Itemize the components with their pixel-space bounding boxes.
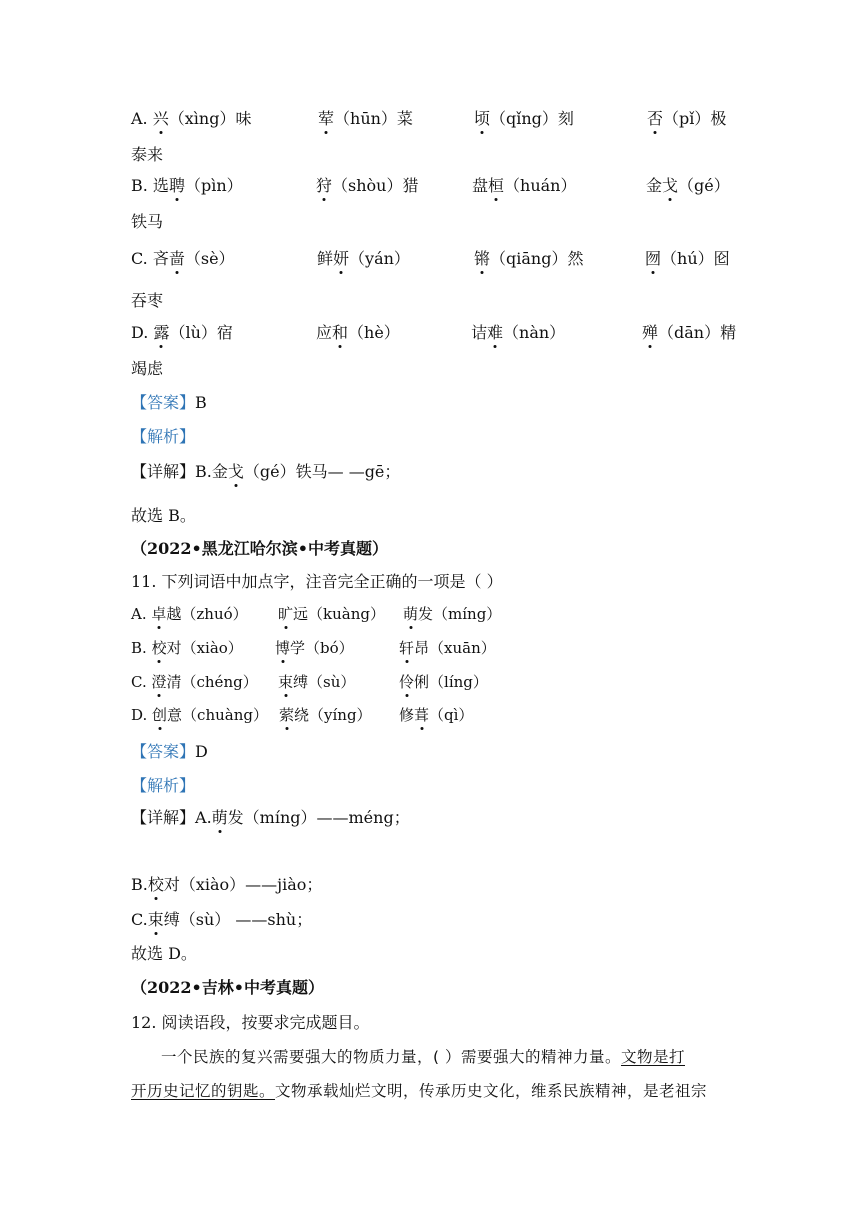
dotted-char: 戈 xyxy=(227,462,244,481)
dotted-char: 葺 xyxy=(414,706,430,724)
detail-text: 发（míng）——méng； xyxy=(227,808,410,827)
q10-option-c-continued: 吞枣 xyxy=(131,291,164,310)
q11-analysis-label: 【解析】 xyxy=(131,776,196,795)
dotted-char: 难 xyxy=(487,323,504,342)
option-text: 鲜 xyxy=(317,249,334,268)
passage-text: 一个民族的复兴需要强大的物质力量，( ）需要强大的精神力量。 xyxy=(161,1048,621,1066)
option-text: 清（chéng） xyxy=(166,673,258,691)
dotted-char: 萦 xyxy=(279,706,295,724)
option-text: （hūn）菜 xyxy=(334,109,413,128)
option-text: （qiāng）然 xyxy=(490,249,584,268)
option-text: （dān）精 xyxy=(658,323,737,342)
q12-passage-line-1 xyxy=(161,1046,685,1068)
option-text: 诘 xyxy=(471,323,488,342)
option-text: （pǐ）极 xyxy=(663,109,727,128)
option-text: （pìn） xyxy=(184,176,243,195)
dotted-char: 轩 xyxy=(399,639,415,657)
q12-passage-line-2 xyxy=(131,1080,707,1102)
option-letter: D. xyxy=(131,706,153,724)
dotted-char: 校 xyxy=(147,875,164,894)
option-text: 盘 xyxy=(472,176,489,195)
q11-detail-b xyxy=(131,874,322,896)
answer-label: 【答案】 xyxy=(131,742,196,761)
option-text: 远（kuàng） xyxy=(293,605,385,623)
option-text: 对（xiào） xyxy=(166,639,243,657)
q11-conclusion: 故选 D。 xyxy=(131,944,197,963)
underlined-passage-text: 文物是打 xyxy=(620,1048,685,1066)
detail-text: 对（xiào）——jiào； xyxy=(163,875,323,894)
q10-conclusion: 故选 B。 xyxy=(131,506,196,525)
dotted-char: 束 xyxy=(147,910,164,929)
option-text: 昂（xuān） xyxy=(414,639,496,657)
dotted-char: 否 xyxy=(647,109,664,128)
answer-value: D xyxy=(195,742,208,761)
dotted-char: 兴 xyxy=(152,109,169,128)
detail-text: B.金 xyxy=(195,462,228,481)
dotted-char: 荤 xyxy=(318,109,335,128)
option-text: 缚（sù） xyxy=(293,673,356,691)
option-text: 俐（líng） xyxy=(414,673,488,691)
dotted-char: 束 xyxy=(278,673,294,691)
dotted-char: 露 xyxy=(153,323,170,342)
dotted-char: 戈 xyxy=(662,176,679,195)
q10-option-d-continued: 竭虑 xyxy=(131,359,164,378)
q12-question: 12. 阅读语段，按要求完成题目。 xyxy=(131,1013,370,1032)
q10-option-a-continued: 泰来 xyxy=(131,145,164,164)
option-text: （shòu）猎 xyxy=(332,176,419,195)
dotted-char: 锵 xyxy=(474,249,491,268)
option-text: （nàn） xyxy=(503,323,566,342)
option-text: （huán） xyxy=(504,176,577,195)
option-letter: C. xyxy=(131,673,152,691)
dotted-char: 博 xyxy=(275,639,291,657)
option-letter: D. xyxy=(131,323,154,342)
q10-analysis-label: 【解析】 xyxy=(131,427,196,446)
dotted-char: 校 xyxy=(151,639,167,657)
passage-text: 文物承载灿烂文明，传承历史文化，维系民族精神，是老祖宗 xyxy=(275,1082,708,1100)
detail-label: 【详解】 xyxy=(131,808,196,827)
option-text: （hú）囵 xyxy=(661,249,730,268)
option-text: 金 xyxy=(646,176,663,195)
option-text: （qì） xyxy=(429,706,474,724)
q10-option-b-continued: 铁马 xyxy=(131,212,164,231)
option-text: 意（chuàng） xyxy=(167,706,268,724)
detail-text: （gé）铁马— —gē； xyxy=(243,462,401,481)
detail-text: 缚（sù） ——shù； xyxy=(163,910,313,929)
dotted-char: 卓 xyxy=(151,605,167,623)
answer-value: B xyxy=(195,393,207,412)
dotted-char: 澄 xyxy=(151,673,167,691)
option-text: 绕（yíng） xyxy=(294,706,372,724)
q11-question: 11. 下列词语中加点字，注音完全正确的一项是（ ） xyxy=(131,572,503,591)
option-text: （qǐng）刻 xyxy=(490,109,574,128)
option-letter: A. xyxy=(131,605,152,623)
dotted-char: 创 xyxy=(152,706,168,724)
q10-answer xyxy=(131,392,207,414)
detail-text: B. xyxy=(131,875,148,894)
q11-detail-c xyxy=(131,909,312,931)
dotted-char: 桓 xyxy=(488,176,505,195)
dotted-char: 啬 xyxy=(168,249,185,268)
dotted-char: 萌 xyxy=(403,605,419,623)
dotted-char: 殚 xyxy=(642,323,659,342)
dotted-char: 聘 xyxy=(168,176,185,195)
underlined-passage-text: 开历史记忆的钥匙。 xyxy=(131,1082,276,1100)
answer-label: 【答案】 xyxy=(131,393,196,412)
option-text: （yán） xyxy=(349,249,410,268)
option-text: 发（míng） xyxy=(418,605,502,623)
q11-answer xyxy=(131,741,208,763)
dotted-char: 萌 xyxy=(211,808,228,827)
dotted-char: 妍 xyxy=(333,249,350,268)
q12-source: （2022•吉林•中考真题） xyxy=(131,978,324,997)
option-text: （gé） xyxy=(678,176,730,195)
option-letter: B. xyxy=(131,639,152,657)
option-letter: A. xyxy=(131,109,153,128)
q11-detail-a xyxy=(131,807,410,829)
option-text: C. 吝 xyxy=(131,249,169,268)
dotted-char: 顷 xyxy=(474,109,491,128)
dotted-char: 囫 xyxy=(645,249,662,268)
option-text: 越（zhuó） xyxy=(166,605,248,623)
q10-detail xyxy=(131,461,400,483)
detail-text: A. xyxy=(195,808,212,827)
option-text: （lù）宿 xyxy=(169,323,233,342)
option-text: （hè） xyxy=(348,323,400,342)
option-text: 修 xyxy=(399,706,415,724)
option-text: B. 选 xyxy=(131,176,169,195)
dotted-char: 狩 xyxy=(316,176,333,195)
dotted-char: 伶 xyxy=(399,673,415,691)
option-text: 应 xyxy=(316,323,333,342)
option-text: 学（bó） xyxy=(290,639,354,657)
option-text: （xìng）味 xyxy=(168,109,252,128)
detail-text: C. xyxy=(131,910,148,929)
detail-label: 【详解】 xyxy=(131,462,196,481)
dotted-char: 旷 xyxy=(278,605,294,623)
option-text: （sè） xyxy=(184,249,235,268)
q11-source: （2022•黑龙江哈尔滨•中考真题） xyxy=(131,539,388,558)
dotted-char: 和 xyxy=(332,323,349,342)
